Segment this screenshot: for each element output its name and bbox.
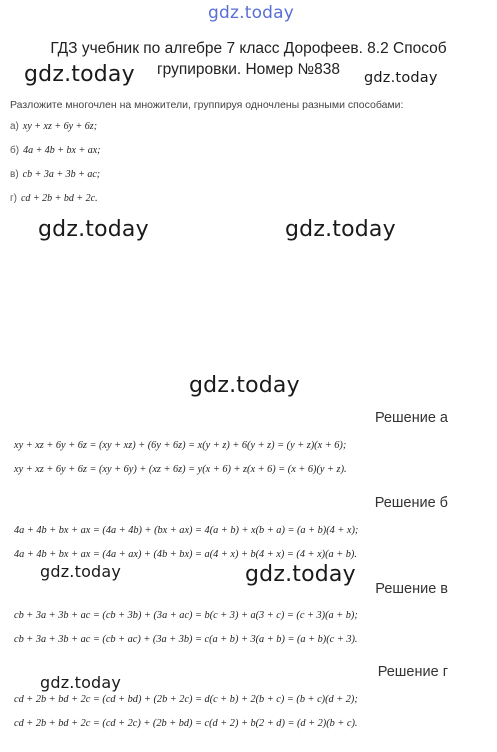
watermark-2: gdz.today (364, 70, 438, 86)
task-item-expr: 4a + 4b + bx + ax; (23, 145, 101, 156)
task-item-label: в) (10, 169, 19, 180)
task-item-label: б) (10, 145, 20, 156)
solution-line: cd + 2b + bd + 2c = (cd + bd) + (2b + 2c) = d(c + b) + 2(b + c) = (b + c)(d + 2); (14, 694, 358, 705)
page-title-line2: групировки. Номер №838 (157, 61, 340, 78)
solution-line: cb + 3a + 3b + ac = (cb + ac) + (3a + 3b) = c(a + b) + 3(a + b) = (a + b)(c + 3). (14, 634, 358, 645)
solution-heading-b: Решение б (374, 495, 448, 511)
task-item-label: г) (10, 193, 17, 204)
watermark-4: gdz.today (285, 217, 396, 242)
task-item-b (10, 145, 101, 156)
solution-line: xy + xz + 6y + 6z = (xy + 6y) + (xz + 6z) = y(x + 6) + z(x + 6) = (x + 6)(y + z). (14, 464, 347, 475)
solution-heading-d: Решение г (377, 664, 448, 680)
task-prompt: Разложите многочлен на множители, группируя одночлены разными способами: (10, 99, 404, 111)
watermark-3: gdz.today (38, 217, 149, 242)
watermark-7: gdz.today (245, 562, 356, 587)
task-item-label: а) (10, 121, 19, 132)
watermark-8: gdz.today (40, 673, 122, 692)
solution-heading-a: Решение а (374, 410, 448, 426)
solution-line: cd + 2b + bd + 2c = (cd + 2c) + (2b + bd) = c(d + 2) + b(2 + d) = (d + 2)(b + c). (14, 718, 358, 729)
watermark-top: gdz.today (208, 3, 295, 23)
task-item-d (10, 193, 98, 204)
task-item-a (10, 121, 97, 132)
solution-line: 4a + 4b + bx + ax = (4a + ax) + (4b + bx) = a(4 + x) + b(4 + x) = (4 + x)(a + b). (14, 549, 357, 560)
solution-heading-c: Решение в (375, 581, 448, 597)
page-title-line1: ГДЗ учебник по алгебре 7 класс Дорофеев. 8.2 Способ (50, 40, 447, 57)
watermark-6: gdz.today (40, 562, 122, 581)
task-item-expr: xy + xz + 6y + 6z; (22, 121, 98, 132)
solution-line: xy + xz + 6y + 6z = (xy + xz) + (6y + 6z) = x(y + z) + 6(y + z) = (y + z)(x + 6); (14, 440, 347, 451)
watermark-1: gdz.today (24, 62, 135, 87)
task-item-c (10, 169, 100, 180)
watermark-5: gdz.today (189, 373, 300, 398)
solution-line: 4a + 4b + bx + ax = (4a + 4b) + (bx + ax) = 4(a + b) + x(b + a) = (a + b)(4 + x); (14, 525, 359, 536)
task-item-expr: cd + 2b + bd + 2c. (20, 193, 98, 204)
solution-line: cb + 3a + 3b + ac = (cb + 3b) + (3a + ac) = b(c + 3) + a(3 + c) = (c + 3)(a + b); (14, 610, 358, 621)
task-item-expr: cb + 3a + 3b + ac; (22, 169, 101, 180)
